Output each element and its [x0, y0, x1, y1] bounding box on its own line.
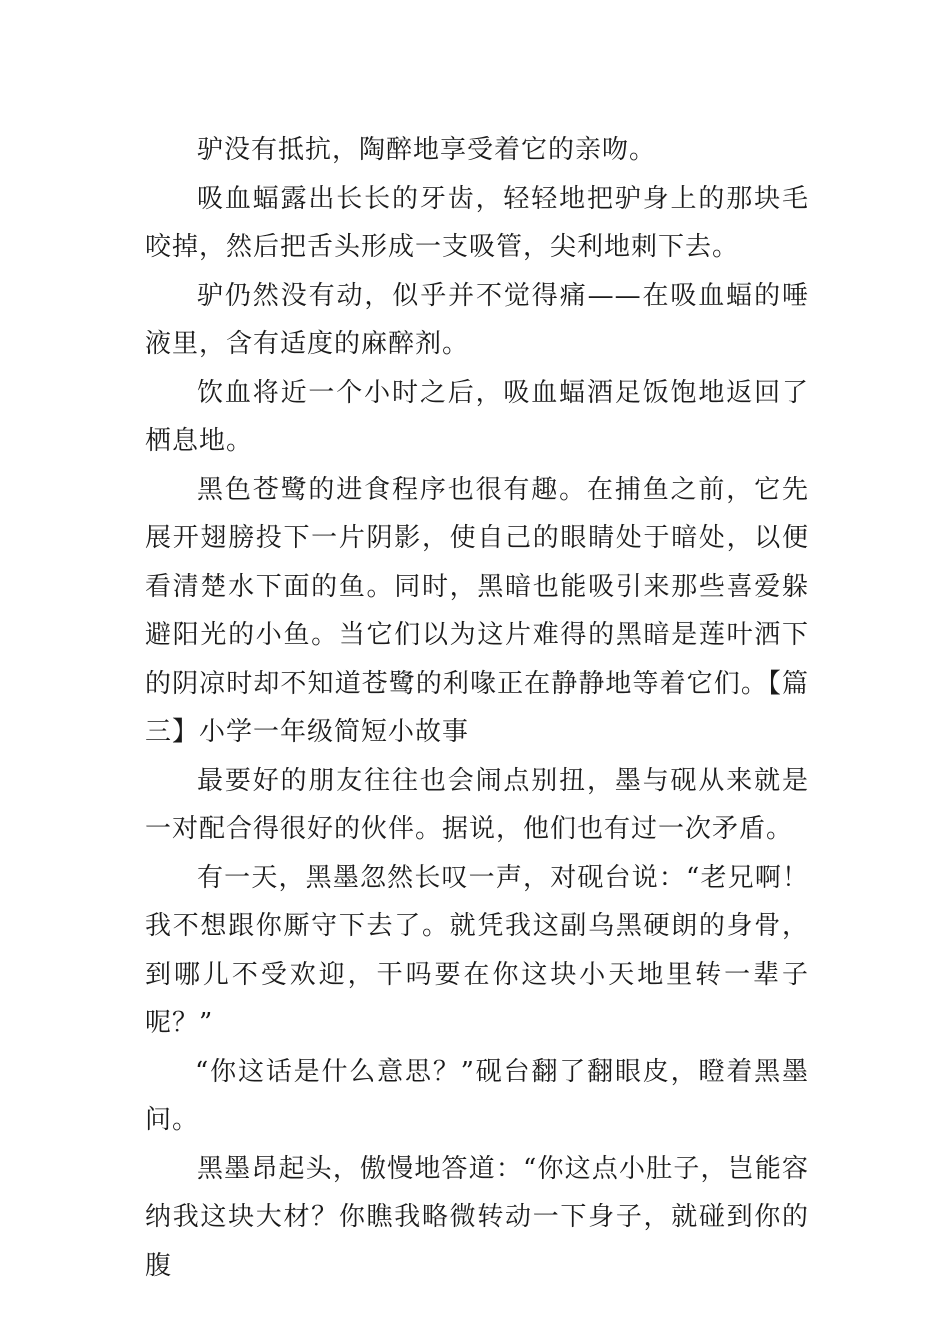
- paragraph: 黑色苍鹭的进食程序也很有趣。在捕鱼之前，它先展开翅膀投下一片阴影，使自己的眼睛处于暗处，以便看清楚水下面的鱼。同时，黑暗也能吸引来那些喜爱躲避阳光的小鱼。当它们以为这片难得的黑暗是莲叶洒下的阴凉时却不知道苍鹭的利喙正在静静地等着它们。【篇三】小学一年级简短小故事: [145, 474, 809, 747]
- paragraph: 饮血将近一个小时之后，吸血蝠酒足饭饱地返回了栖息地。: [145, 377, 809, 456]
- paragraph: 驴仍然没有动，似乎并不觉得痛——在吸血蝠的唾液里，含有适度的麻醉剂。: [145, 280, 809, 359]
- paragraph: 有一天，黑墨忽然长叹一声，对砚台说：“老兄啊！我不想跟你厮守下去了。就凭我这副乌黑硬朗的身骨，到哪儿不受欢迎，干吗要在你这块小天地里转一辈子呢？”: [145, 862, 809, 1038]
- paragraph: 吸血蝠露出长长的牙齿，轻轻地把驴身上的那块毛咬掉，然后把舌头形成一支吸管，尖利地刺下去。: [145, 183, 809, 262]
- paragraph: 最要好的朋友往往也会闹点别扭，墨与砚从来就是一对配合得很好的伙伴。据说，他们也有过一次矛盾。: [145, 765, 809, 844]
- document-body: [145, 126, 809, 1290]
- paragraph: 黑墨昂起头，傲慢地答道：“你这点小肚子，岂能容纳我这块大材？你瞧我略微转动一下身子，就碰到你的腹: [145, 1153, 809, 1281]
- paragraph: “你这话是什么意思？”砚台翻了翻眼皮，瞪着黑墨问。: [145, 1056, 809, 1135]
- paragraph: 驴没有抵抗，陶醉地享受着它的亲吻。: [197, 135, 657, 165]
